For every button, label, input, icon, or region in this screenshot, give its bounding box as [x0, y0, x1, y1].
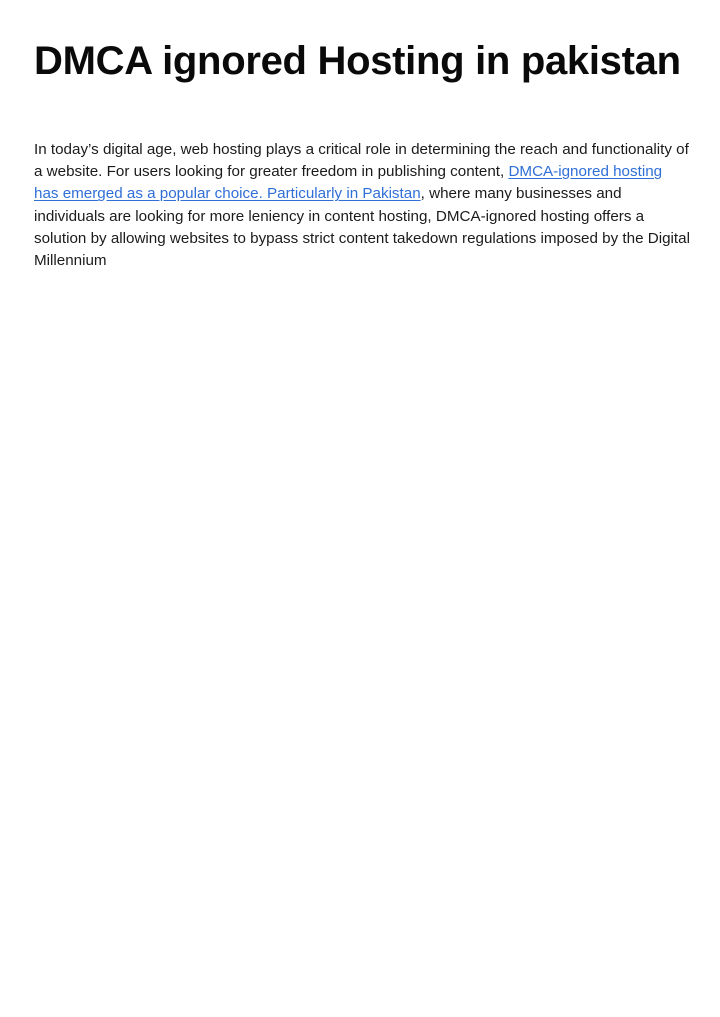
intro-paragraph: [34, 139, 690, 272]
paragraph-text-after-link: , where many businesses and individuals are looking for more leniency in content hosting, DMCA-ignored hosting offers a solution by allowing websites to bypass strict content takedown regulations imposed by the Digital Millennium: [34, 185, 690, 270]
dmca-ignored-hosting-link[interactable]: DMCA-ignored hosting has emerged as a popular choice. Particularly in Pakistan: [34, 163, 663, 203]
paragraph-text-before-link: In today’s digital age, web hosting plays a critical role in determining the reach and functionality of a website. For users looking for greater freedom in publishing content,: [34, 141, 689, 181]
page-title: DMCA ignored Hosting in pakistan: [34, 39, 681, 83]
document-page: [34, 0, 690, 272]
